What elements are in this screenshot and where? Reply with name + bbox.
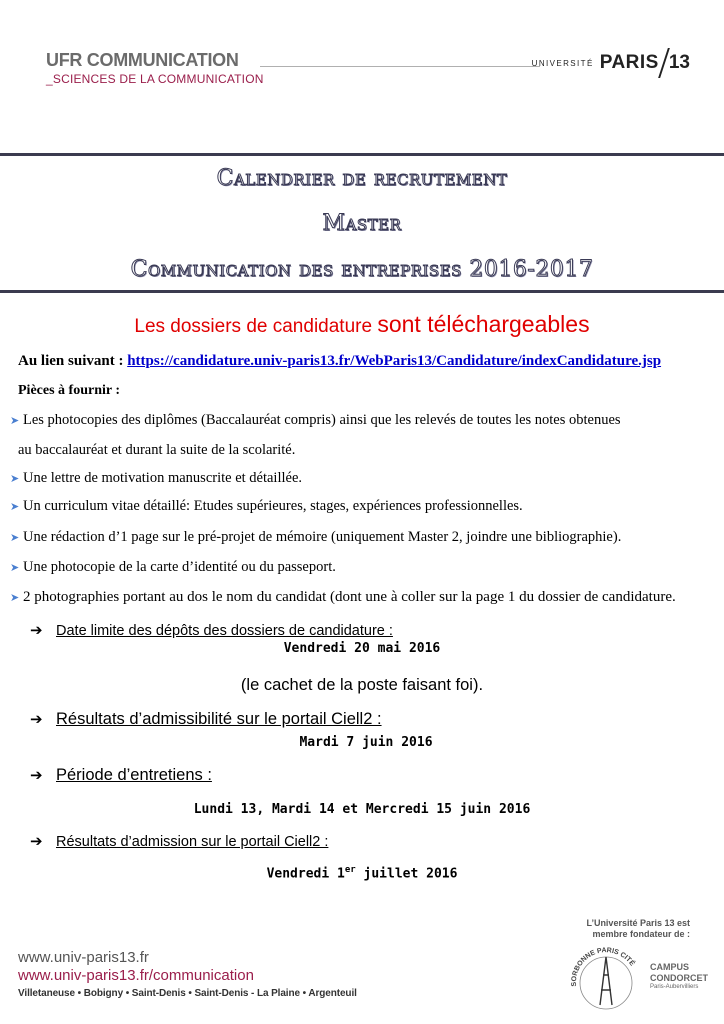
application-link-line bbox=[18, 353, 661, 370]
step-interviews-label: Période d’entretiens : bbox=[56, 766, 212, 784]
univ-name: PARIS bbox=[599, 52, 659, 73]
ufr-logo bbox=[46, 50, 264, 86]
header-divider bbox=[260, 66, 540, 67]
list-item bbox=[10, 498, 523, 515]
date-part: Vendredi 1 bbox=[266, 866, 345, 882]
date-superscript: er bbox=[344, 865, 356, 875]
step-deadline bbox=[30, 621, 393, 639]
title-rule-top bbox=[0, 153, 724, 156]
seal-text: SORBONNE PARIS CITÉ bbox=[570, 947, 636, 987]
list-item-text: Un curriculum vitae détaillé: Etudes supérieures, stages, expériences professionnelles. bbox=[23, 498, 523, 514]
list-item bbox=[10, 559, 336, 576]
date-part: juillet 2016 bbox=[355, 866, 458, 882]
step-admission-date bbox=[0, 865, 724, 881]
footer-campuses: Villetaneuse • Bobigny • Saint-Denis • Saint-Denis - La Plaine • Argenteuil bbox=[18, 988, 357, 999]
step-admissibility-label: Résultats d’admissibilité sur le portail Ciell2 : bbox=[56, 710, 382, 728]
right-arrow-icon: ➔ bbox=[30, 832, 43, 850]
member-line1: L’Université Paris 13 est bbox=[586, 918, 690, 928]
sorbonne-paris-cite-seal-icon bbox=[570, 945, 642, 1017]
bullet-arrow-icon: ➤ bbox=[10, 562, 20, 574]
list-item-text: Une photocopie de la carte d’identité ou du passeport. bbox=[23, 559, 336, 575]
pieces-heading: Pièces à fournir : bbox=[18, 383, 120, 398]
footer-links bbox=[18, 949, 357, 999]
postmark-note: (le cachet de la poste faisant foi). bbox=[240, 676, 484, 694]
university-logo bbox=[532, 48, 690, 78]
step-interviews-date: Lundi 13, Mardi 14 et Mercredi 15 juin 2016 bbox=[193, 802, 531, 817]
step-deadline-label: Date limite des dépôts des dossiers de candidature : bbox=[56, 623, 393, 639]
step-admission-label: Résultats d’admission sur le portail Ciell2 : bbox=[56, 834, 329, 850]
footer-communication-link[interactable]: www.univ-paris13.fr/communication bbox=[18, 967, 254, 984]
download-heading bbox=[0, 311, 724, 338]
bullet-arrow-icon: ➤ bbox=[10, 501, 20, 513]
bullet-arrow-icon: ➤ bbox=[10, 473, 20, 485]
list-item-text: Une rédaction d’1 page sur le pré-projet de mémoire (uniquement Master 2, joindre une bibliographie). bbox=[23, 529, 622, 545]
list-item bbox=[10, 412, 621, 429]
bullet-arrow-icon: ➤ bbox=[10, 415, 20, 427]
campus-condorcet-logo bbox=[650, 962, 708, 991]
right-arrow-icon: ➔ bbox=[30, 621, 43, 639]
ufr-logo-line2: _SCIENCES DE LA COMMUNICATION bbox=[46, 72, 264, 86]
step-admissibility bbox=[30, 710, 382, 729]
title-line-2: Master bbox=[322, 211, 402, 236]
campus-line2: CONDORCET bbox=[650, 972, 708, 983]
step-admission bbox=[30, 832, 328, 850]
campus-line1: CAMPUS bbox=[650, 962, 690, 972]
list-item bbox=[10, 470, 302, 487]
list-item-continuation: au baccalauréat et durant la suite de la scolarité. bbox=[18, 442, 296, 458]
bullet-arrow-icon: ➤ bbox=[10, 532, 20, 544]
list-item-text: 2 photographies portant au dos le nom du candidat (dont une à coller sur la page 1 du dossier de candidature. bbox=[23, 589, 676, 605]
bullet-arrow-icon: ➤ bbox=[10, 592, 20, 604]
title-line-3: Communication des entreprises 2016-2017 bbox=[130, 257, 594, 282]
list-item-text: Une lettre de motivation manuscrite et détaillée. bbox=[23, 470, 303, 486]
download-heading-part2: sont téléchargeables bbox=[377, 311, 590, 337]
member-line2: membre fondateur de : bbox=[592, 929, 690, 940]
campus-line3: Paris-Aubervilliers bbox=[650, 983, 699, 990]
list-item bbox=[10, 589, 676, 606]
ufr-logo-line1: UFR COMMUNICATION bbox=[46, 50, 239, 70]
right-arrow-icon: ➔ bbox=[30, 766, 43, 784]
list-item bbox=[10, 529, 621, 546]
step-admissibility-date: Mardi 7 juin 2016 bbox=[299, 735, 433, 750]
footer-site-link[interactable]: www.univ-paris13.fr bbox=[18, 949, 149, 966]
univ-prefix: UNIVERSITÉ bbox=[531, 58, 594, 68]
univ-number: 13 bbox=[668, 52, 690, 73]
link-prefix: Au lien suivant : bbox=[18, 353, 128, 369]
step-deadline-date: Vendredi 20 mai 2016 bbox=[283, 641, 441, 656]
list-item-text: Les photocopies des diplômes (Baccalauréat compris) ainsi que les relevés de toutes les notes obtenues bbox=[23, 412, 621, 428]
step-interviews bbox=[30, 766, 212, 785]
title-line-1: Calendrier de recrutement bbox=[216, 166, 508, 191]
member-note bbox=[586, 918, 690, 941]
right-arrow-icon: ➔ bbox=[30, 710, 43, 728]
title-rule-bottom bbox=[0, 290, 724, 293]
application-link[interactable]: https://candidature.univ-paris13.fr/WebParis13/Candidature/indexCandidature.jsp bbox=[127, 353, 662, 369]
download-heading-part1: Les dossiers de candidature bbox=[134, 316, 378, 337]
